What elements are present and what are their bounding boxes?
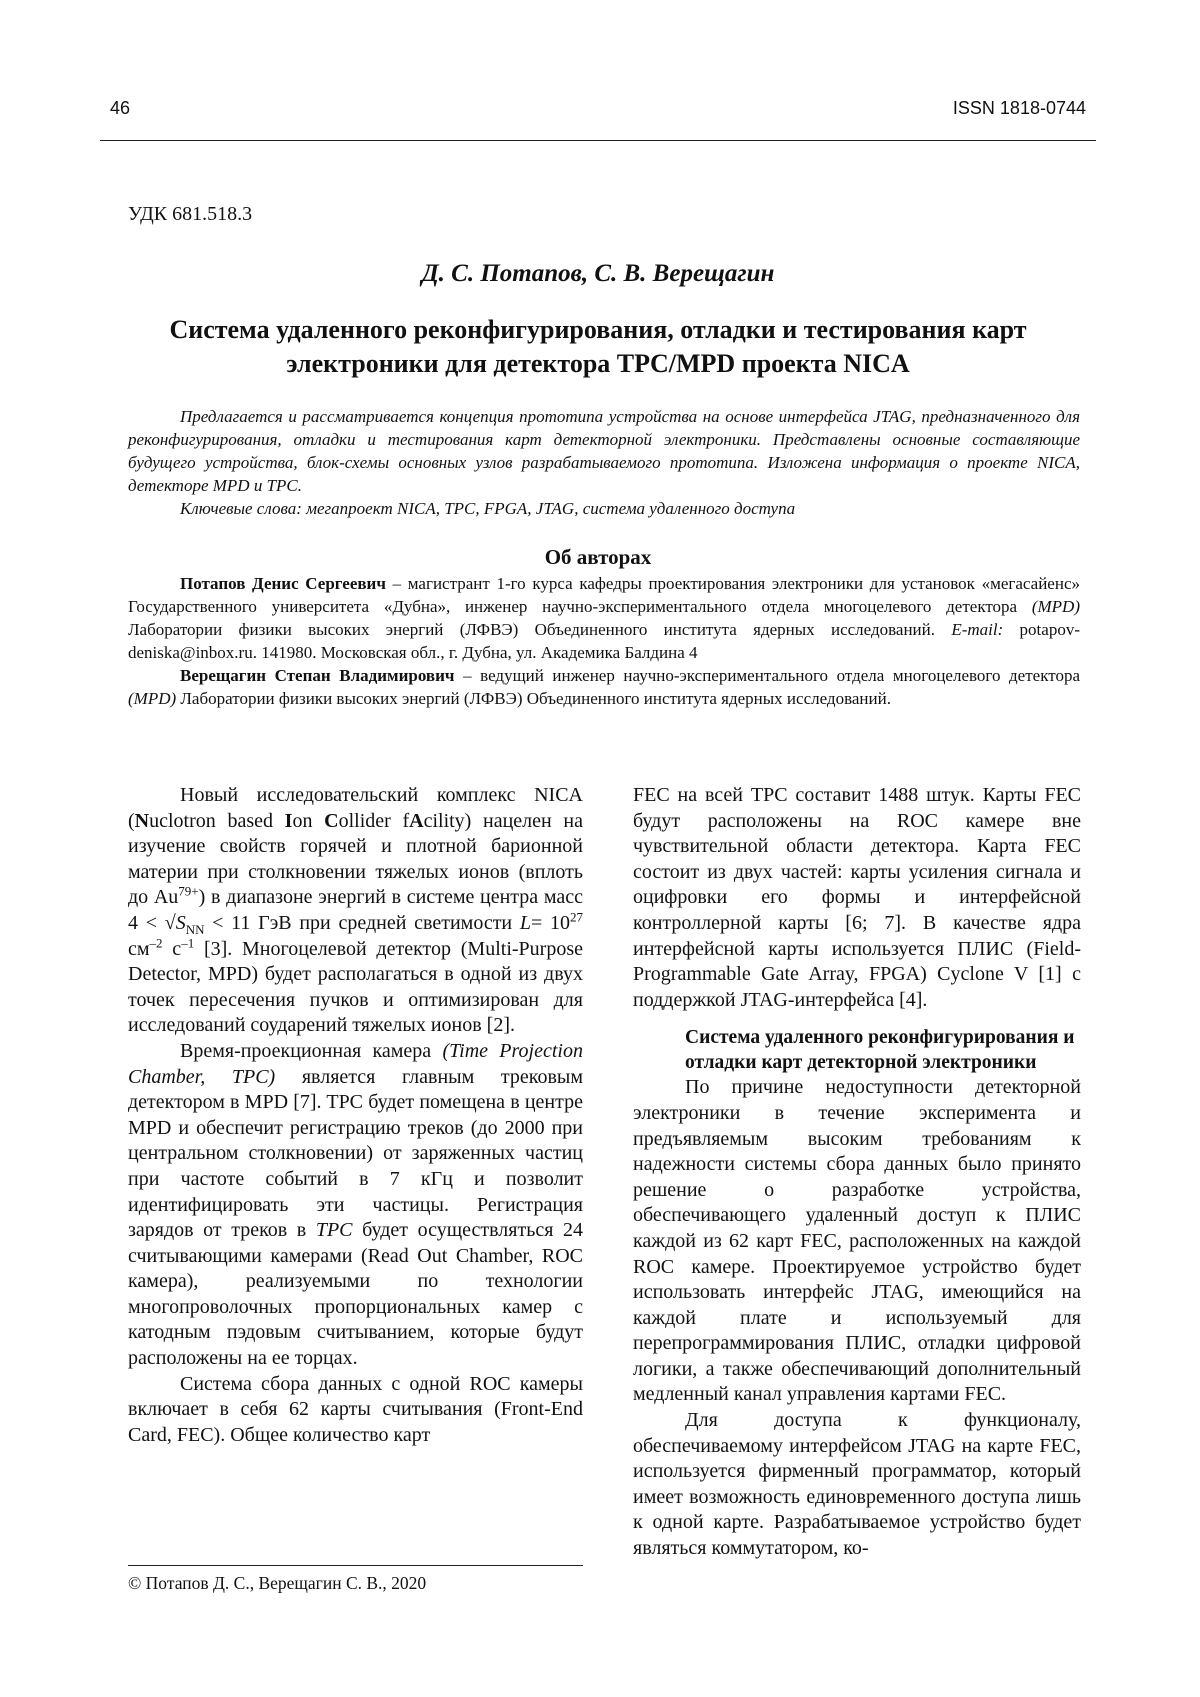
section-heading: Система удаленного реконфигурирования и отладки карт детекторной электроники (685, 1027, 1075, 1074)
paper-authors: Д. С. Потапов, С. В. Верещагин (421, 260, 775, 287)
left-paragraph-1 (128, 783, 583, 1039)
italic-term: (Time Projection Chamber, TPC) (128, 1039, 583, 1088)
acronym-letter: A (409, 809, 424, 832)
abstract-text: Предлагается и рассматривается концепция прототипа устройства на основе интерфейса JTAG, предназначенного для реконфигурирования, отладки и тестирования карт детекторной электроники. Представлены основные составляющие будущего устройства, блок-схемы основных узлов разрабатываемого прототипа. Изложена информация о проекте NICA, детекторе MPD и TPC. (128, 407, 1080, 495)
right-paragraph-1: FEC на всей TPC составит 1488 штук. Карты FEC будут расположены на ROC камере вне чувствительной области детектора. Карта FEC состоит из двух частей: карты усиления сигнала и оцифровки его формы и интерфейсной контроллерной карты [6; 7]. В качестве ядра интерфейсной карты используется ПЛИС (Field-Programmable Gate Array, FPGA) Cyclone V [1] с поддержкой JTAG-интерфейса [4]. (633, 784, 1081, 1011)
right-paragraph-2: По причине недоступности детекторной электроники в течение эксперимента и предъявляемым высоким требованиям к надежности системы сбора данных было принято решение о разработке устройства, обеспечивающего удаленный доступ к ПЛИС каждой из 62 карт FEC, расположенных на каждой ROC камере. Проектируемое устройство будет использовать интерфейс JTAG, имеющийся на каждой плате и используемый для перепрограммирования ПЛИС, отладки цифровой логики, а также обеспечивающий дополнительный медленный канал управления картами FEC. (633, 1076, 1081, 1406)
text-run: с (162, 937, 182, 960)
superscript: 27 (569, 909, 583, 925)
left-paragraph-3: Система сбора данных с одной ROC камеры включает в себя 62 карты считывания (Front-End Card, FEC). Общее количество карт (128, 1372, 583, 1446)
math-symbol: S (175, 911, 186, 934)
author1-bio (128, 572, 1080, 664)
paper-title (120, 313, 1076, 381)
udk-code: УДК 681.518.3 (128, 203, 253, 225)
math-symbol: L (519, 911, 531, 934)
acronym-letter: N (134, 809, 150, 832)
text-run: = 10 (530, 911, 570, 934)
text-run: ollider f (338, 809, 410, 832)
acronym-letter: I (284, 809, 293, 832)
author1-bio-part: Лаборатории физики высоких энергий (ЛФВЭ) Объединенного института ядерных исследований. (128, 620, 952, 639)
text-run: uclotron based (149, 809, 285, 832)
about-authors (128, 572, 1080, 710)
italic-term: TPC (315, 1219, 353, 1242)
subscript: NN (185, 921, 205, 937)
header-rule (100, 140, 1096, 141)
acronym-letter: C (324, 809, 339, 832)
abstract (128, 405, 1080, 520)
author1-mpd: (MPD) (1031, 597, 1080, 616)
text-run: on (292, 809, 325, 832)
right-column (633, 783, 1081, 1562)
text-run: Новый исследовательский комплекс NICA ( (128, 784, 583, 832)
page-number: 46 (110, 98, 131, 118)
text-run: см (128, 937, 150, 960)
author1-name: Потапов Денис Сергеевич (180, 574, 386, 593)
superscript: –1 (181, 934, 195, 950)
keywords: Ключевые слова: мегапроект NICA, TPC, FPGA, JTAG, система удаленного доступа (180, 499, 796, 518)
title-line-2: электроники для детектора TPC/MPD проекта NICA (286, 349, 910, 378)
text-run: будет осуществляться 24 считывающими камерами (Read Out Chamber, ROC камера), реализуемыми по технологии многопроволочных пропорциональных камер с катодным пэдовым считыванием, которые будут расположены на ее торцах. (128, 1219, 583, 1370)
title-line-1: Система удаленного реконфигурирования, отладки и тестирования карт (169, 315, 1027, 344)
author1-email-label: E-mail: (951, 620, 1004, 639)
author2-bio-part: – ведущий инженер научно-экспериментального отдела многоцелевого детектора (454, 666, 1080, 685)
author2-mpd: (MPD) (128, 689, 177, 708)
about-authors-heading: Об авторах (544, 545, 652, 569)
author1-bio-part: – магистрант 1-го курса кафедры проектирования электроники для установок «мегасайенс» Государственного университета «Дубна», инженер научно-экспериментального отдела многоцелевого детектора (128, 574, 1080, 616)
text-run: Время-проекционная камера (180, 1039, 443, 1062)
superscript: –2 (149, 934, 163, 950)
text-run: < 11 ГэВ при средней светимости (204, 911, 520, 934)
left-column (128, 783, 583, 1448)
left-paragraph-2 (128, 1039, 583, 1372)
text-run: является главным трековым детектором в MPD [7]. TPC будет помещена в центре MPD и обеспечит регистрацию треков (до 2000 при центральном столкновении) от заряженных частиц при частоте событий в 7 кГц и позволит идентифицировать эти частицы. Регистрация зарядов от треков в (128, 1065, 583, 1242)
copyright-footnote: © Потапов Д. С., Верещагин С. В., 2020 (128, 1573, 427, 1593)
author1-bio-part: potapov-deniska@inbox.ru. 141980. Московская обл., г. Дубна, ул. Академика Балдина 4 (128, 620, 1080, 662)
author2-bio (128, 664, 1080, 710)
author2-name: Верещагин Степан Владимирович (180, 666, 455, 685)
text-run: cility) нацелен на изучение свойств горячей и плотной барионной материи при столкновении тяжелых ионов (вплоть до Au (128, 809, 583, 909)
footnote-rule (128, 1565, 583, 1566)
author2-bio-part: Лаборатории физики высоких энергий (ЛФВЭ) Объединенного института ядерных исследований. (176, 689, 891, 708)
text-run: [3]. Многоцелевой детектор (Multi-Purpose Detector, MPD) будет располагаться в одной из двух точек пересечения пучков и оптимизирован для исследований соударений тяжелых ионов [2]. (128, 937, 583, 1037)
issn: ISSN 1818-0744 (952, 98, 1086, 118)
superscript: 79+ (178, 883, 199, 899)
text-run: ) в диапазоне энергий в системе центра масс 4 < √ (128, 886, 583, 934)
right-paragraph-3: Для доступа к функционалу, обеспечиваемому интерфейсом JTAG на карте FEC, используется фирменный программатор, который имеет возможность единовременного доступа лишь к одной карте. Разрабатываемое устройство будет являться коммутатором, ко- (633, 1409, 1081, 1560)
